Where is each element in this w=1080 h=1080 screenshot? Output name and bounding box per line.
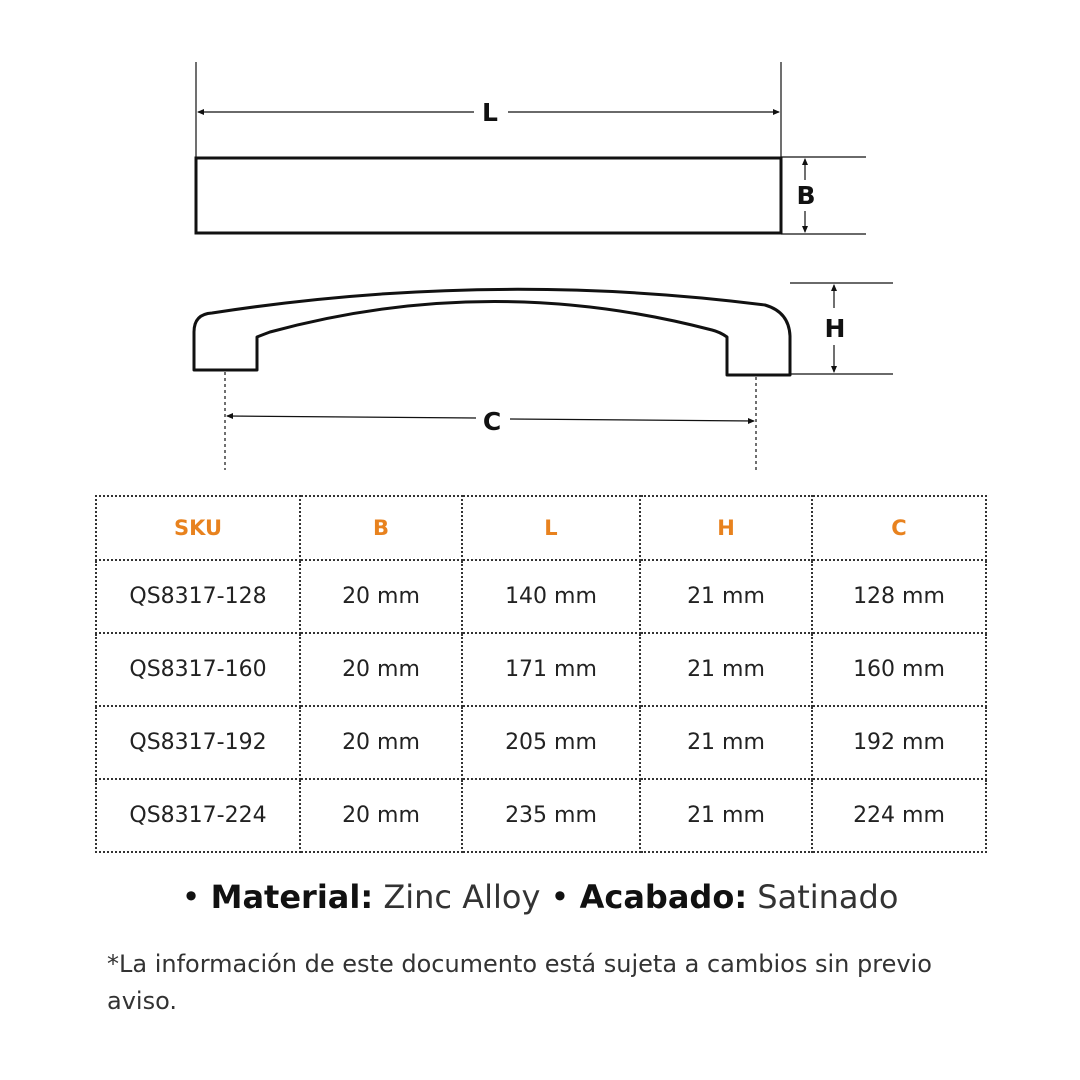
cell-sku: QS8317-224 (96, 779, 300, 852)
b-label: B (796, 181, 816, 210)
header-h: H (640, 496, 812, 560)
h-arrow-bottom (831, 366, 837, 373)
side-view (194, 283, 893, 470)
h-arrow-top (831, 284, 837, 291)
c-arrow-right (748, 418, 755, 424)
cell-c: 192 mm (812, 706, 986, 779)
bullet: • (181, 878, 201, 916)
c-arrow-left (226, 413, 233, 419)
table-row (96, 779, 986, 852)
disclaimer-note: *La información de este documento está sujeta a cambios sin previo aviso. (107, 950, 932, 1015)
material-value: Zinc Alloy (383, 878, 541, 916)
table-header-row (96, 496, 986, 560)
cell-c: 160 mm (812, 633, 986, 706)
top-view (196, 62, 866, 234)
b-arrow-top (802, 158, 808, 165)
l-arrow-left (197, 109, 204, 115)
header-sku: SKU (96, 496, 300, 560)
cell-h: 21 mm (640, 779, 812, 852)
finish-value: Satinado (757, 878, 899, 916)
material-finish-line (0, 878, 1080, 916)
cell-sku: QS8317-160 (96, 633, 300, 706)
l-label: L (482, 98, 498, 127)
c-dimension-line-right (510, 419, 754, 421)
bullet: • (550, 878, 570, 916)
h-label: H (824, 314, 846, 343)
l-arrow-right (773, 109, 780, 115)
spec-table (95, 495, 987, 853)
material-label: Material: (210, 878, 374, 916)
c-dimension-line-left (227, 416, 476, 418)
cell-h: 21 mm (640, 633, 812, 706)
header-b: B (300, 496, 462, 560)
cell-h: 21 mm (640, 706, 812, 779)
cell-b: 20 mm (300, 633, 462, 706)
cell-l: 171 mm (462, 633, 640, 706)
b-arrow-bottom (802, 226, 808, 233)
table-row (96, 633, 986, 706)
cell-b: 20 mm (300, 779, 462, 852)
cell-sku: QS8317-128 (96, 560, 300, 633)
cell-sku: QS8317-192 (96, 706, 300, 779)
cell-h: 21 mm (640, 560, 812, 633)
header-c: C (812, 496, 986, 560)
handle-top-outline (196, 158, 781, 233)
table-row (96, 560, 986, 633)
handle-dimension-diagram (0, 0, 1080, 480)
cell-l: 140 mm (462, 560, 640, 633)
cell-c: 224 mm (812, 779, 986, 852)
cell-l: 235 mm (462, 779, 640, 852)
table-row (96, 706, 986, 779)
cell-b: 20 mm (300, 560, 462, 633)
header-l: L (462, 496, 640, 560)
cell-l: 205 mm (462, 706, 640, 779)
cell-b: 20 mm (300, 706, 462, 779)
handle-side-outline (194, 289, 790, 375)
finish-label: Acabado: (579, 878, 748, 916)
cell-c: 128 mm (812, 560, 986, 633)
c-label: C (482, 407, 502, 436)
